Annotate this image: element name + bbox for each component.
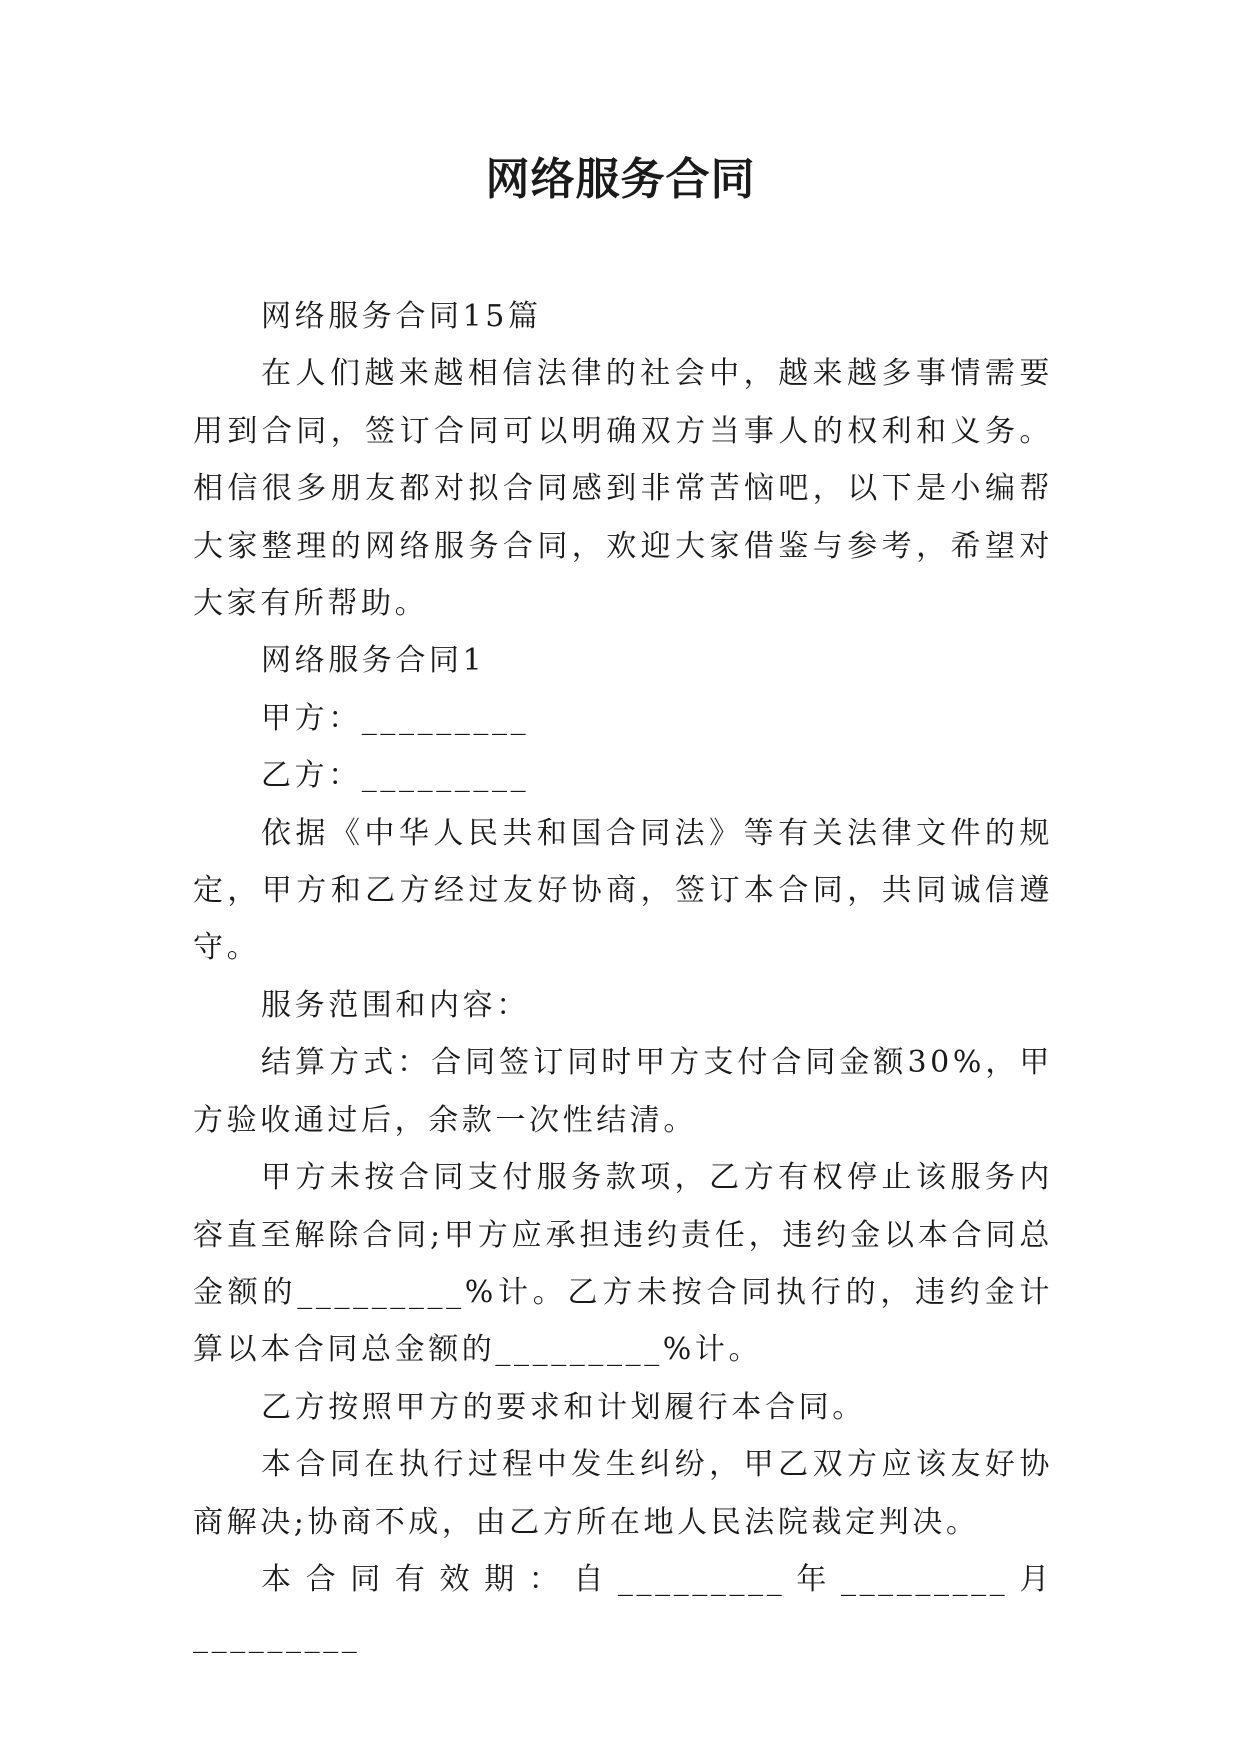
- paragraph-service-scope: 服务范围和内容：: [261, 987, 530, 1023]
- paragraph-legal-basis: 依据《中华人民共和国合同法》等有关法律文件的规定，甲方和乙方经过友好协商，签订本合同，共同诚信遵守。: [193, 815, 1053, 966]
- paragraph-series-heading: 网络服务合同15篇: [261, 299, 542, 334]
- paragraph-party-b: 乙方：_________: [261, 758, 530, 794]
- document-title: 网络服务合同: [485, 154, 756, 205]
- paragraph-breach: 甲方未按合同支付服务款项，乙方有权停止该服务内容直至解除合同;甲方应承担违约责任，违约金以本合同总金额的_________%计。乙方未按合同执行的，违约金计算以本合同总金额的_________%计。: [193, 1160, 1053, 1368]
- paragraph-dispute: 本合同在执行过程中发生纠纷，甲乙双方应该友好协商解决;协商不成，由乙方所在地人民法院裁定判决。: [193, 1447, 1053, 1540]
- paragraph-settlement: 结算方式：合同签订同时甲方支付合同金额30%，甲方验收通过后，余款一次性结清。: [193, 1045, 1053, 1138]
- paragraph-party-a: 甲方：_________: [261, 700, 530, 736]
- document-body: [193, 288, 1053, 1666]
- paragraph-contract-heading: 网络服务合同1: [261, 643, 486, 679]
- paragraph-validity: 本合同有效期：自_________年_________月_________: [193, 1561, 1053, 1655]
- paragraph-intro: 在人们越来越相信法律的社会中，越来越多事情需要用到合同，签订合同可以明确双方当事人的权利和义务。相信很多朋友都对拟合同感到非常苦恼吧，以下是小编帮大家整理的网络服务合同，欢迎大家借鉴与参考，希望对大家有所帮助。: [193, 356, 1053, 622]
- paragraph-performance: 乙方按照甲方的要求和计划履行本合同。: [261, 1389, 866, 1425]
